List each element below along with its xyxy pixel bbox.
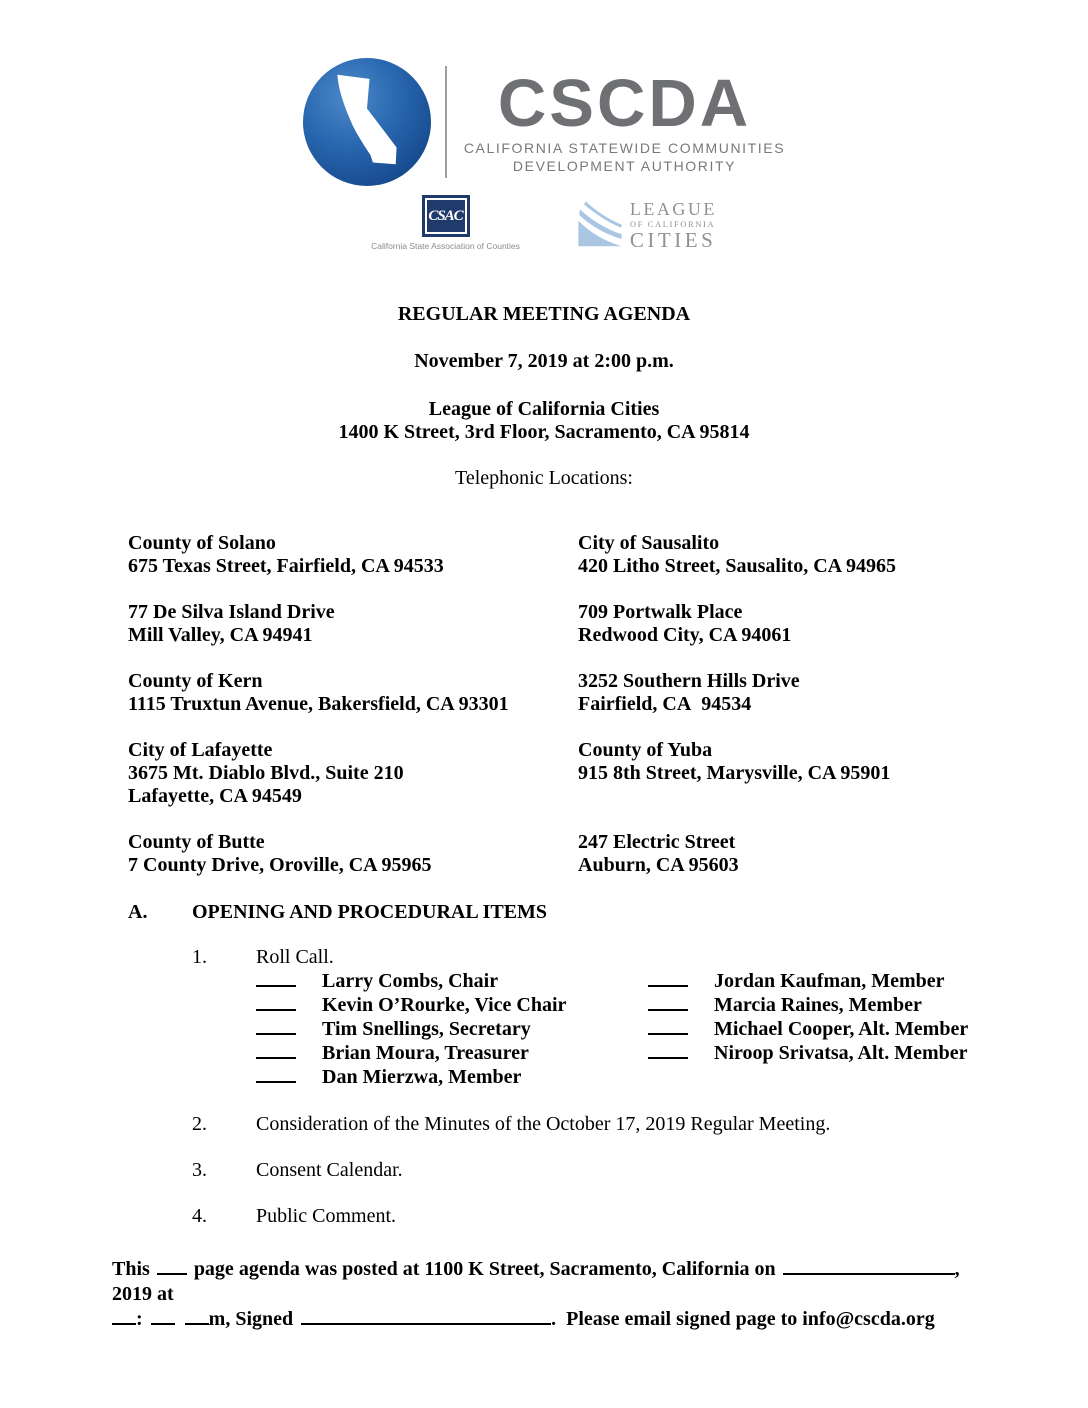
cscda-wordmark: CSCDA <box>497 66 752 141</box>
item-number: 1. <box>192 946 207 968</box>
location-entry: 77 De Silva Island Drive Mill Valley, CA 94941 <box>128 601 335 646</box>
item-number: 3. <box>192 1159 207 1181</box>
roll-call-name: Marcia Raines, Member <box>714 994 922 1016</box>
roll-call-row <box>256 1017 1088 1041</box>
league-of-california-cities-logo <box>576 195 717 256</box>
league-swoosh-icon <box>576 195 624 256</box>
footer-line-2: : m, Signed . Please email signed page to info@cscda.org <box>112 1307 962 1332</box>
logo-divider <box>445 66 447 178</box>
roll-call-name: Niroop Srivatsa, Alt. Member <box>714 1042 968 1064</box>
cscda-subtitle-line1: CALIFORNIA STATEWIDE COMMUNITIES <box>463 140 786 156</box>
ampm-blank <box>185 1308 209 1325</box>
roll-call-name: Jordan Kaufman, Member <box>714 970 945 992</box>
roll-call-name: Tim Snellings, Secretary <box>322 1018 531 1040</box>
roll-call-blank-line <box>256 993 296 1011</box>
roll-call-list <box>256 969 1088 1089</box>
location-entry: County of Kern 1115 Truxtun Avenue, Bakersfield, CA 93301 <box>128 670 509 715</box>
document-title: REGULAR MEETING AGENDA <box>397 303 691 325</box>
csac-caption: California State Association of Counties <box>371 241 520 251</box>
meeting-datetime: November 7, 2019 at 2:00 p.m. <box>414 350 674 372</box>
agenda-item-2 <box>192 1113 1088 1136</box>
footer-line-1: This page agenda was posted at 1100 K Street, Sacramento, California on , 2019 at <box>112 1258 960 1305</box>
location-entry: County of Solano 675 Texas Street, Fairfield, CA 94533 <box>128 532 444 577</box>
item-text: Consent Calendar. <box>256 1159 403 1181</box>
csac-logo-text: CSAC <box>425 198 467 234</box>
posting-certification-footer <box>112 1257 962 1332</box>
roll-call-name: Larry Combs, Chair <box>322 970 499 992</box>
roll-call-blank-line <box>648 969 688 987</box>
location-entry: City of Sausalito 420 Litho Street, Sausalito, CA 94965 <box>578 532 896 577</box>
item-text: Roll Call. <box>256 946 334 968</box>
signature-blank <box>301 1308 551 1325</box>
league-text-line1: LEAGUE <box>629 198 717 219</box>
league-text-line3: CITIES <box>629 228 717 253</box>
california-globe-icon <box>303 58 431 186</box>
roll-call-row <box>256 1065 1088 1089</box>
page-count-blank <box>157 1258 187 1275</box>
item-number: 4. <box>192 1205 207 1227</box>
roll-call-name: Brian Moura, Treasurer <box>322 1042 529 1064</box>
agenda-item-3 <box>192 1159 1088 1182</box>
cscda-subtitle-line2: DEVELOPMENT AUTHORITY <box>512 158 737 174</box>
agenda-item-1 <box>192 946 1088 969</box>
roll-call-name: Dan Mierzwa, Member <box>322 1066 522 1088</box>
league-text-line2: OF CALIFORNIA <box>629 218 716 229</box>
item-text: Public Comment. <box>256 1205 396 1227</box>
location-entry: County of Butte 7 County Drive, Oroville, CA 95965 <box>128 831 432 876</box>
csac-logo <box>371 195 520 251</box>
section-title: OPENING AND PROCEDURAL ITEMS <box>192 901 548 923</box>
csac-logo-icon <box>422 195 470 237</box>
location-entry: 709 Portwalk Place Redwood City, CA 94061 <box>578 601 792 646</box>
roll-call-blank-line <box>256 1041 296 1059</box>
roll-call-name: Kevin O’Rourke, Vice Chair <box>322 994 567 1016</box>
location-entry: 3252 Southern Hills Drive Fairfield, CA 94534 <box>578 670 800 715</box>
roll-call-row <box>256 1041 1088 1065</box>
telephonic-locations-list <box>128 532 1088 877</box>
partner-logos <box>0 195 1088 257</box>
section-letter: A. <box>128 901 148 923</box>
california-map-icon <box>329 70 405 174</box>
item-number: 2. <box>192 1113 207 1135</box>
roll-call-name: Michael Cooper, Alt. Member <box>714 1018 969 1040</box>
meeting-venue <box>0 398 1088 444</box>
posting-date-blank <box>783 1258 955 1275</box>
roll-call-blank-line <box>648 1041 688 1059</box>
location-entry: 247 Electric Street Auburn, CA 95603 <box>578 831 739 876</box>
cscda-logo <box>0 58 1088 186</box>
league-logo-text <box>630 200 717 252</box>
roll-call-blank-line <box>648 993 688 1011</box>
location-entry: County of Yuba 915 8th Street, Marysville, CA 95901 <box>578 739 891 784</box>
roll-call-blank-line <box>256 969 296 987</box>
minute-blank <box>151 1308 175 1325</box>
item-text: Consideration of the Minutes of the October 17, 2019 Regular Meeting. <box>256 1113 831 1135</box>
location-entry: City of Lafayette 3675 Mt. Diablo Blvd., Suite 210 Lafayette, CA 94549 <box>128 739 404 807</box>
agenda-item-4 <box>192 1205 1088 1228</box>
roll-call-row <box>256 969 1088 993</box>
section-a-heading <box>128 901 1088 924</box>
telephonic-locations-label: Telephonic Locations: <box>455 467 633 489</box>
cscda-wordmark-block <box>463 66 786 175</box>
roll-call-blank-line <box>256 1017 296 1035</box>
venue-address: 1400 K Street, 3rd Floor, Sacramento, CA 95814 <box>338 421 750 443</box>
roll-call-blank-line <box>648 1017 688 1035</box>
hour-blank <box>112 1308 136 1325</box>
roll-call-blank-line <box>256 1065 296 1083</box>
roll-call-row <box>256 993 1088 1017</box>
venue-name: League of California Cities <box>428 398 660 420</box>
